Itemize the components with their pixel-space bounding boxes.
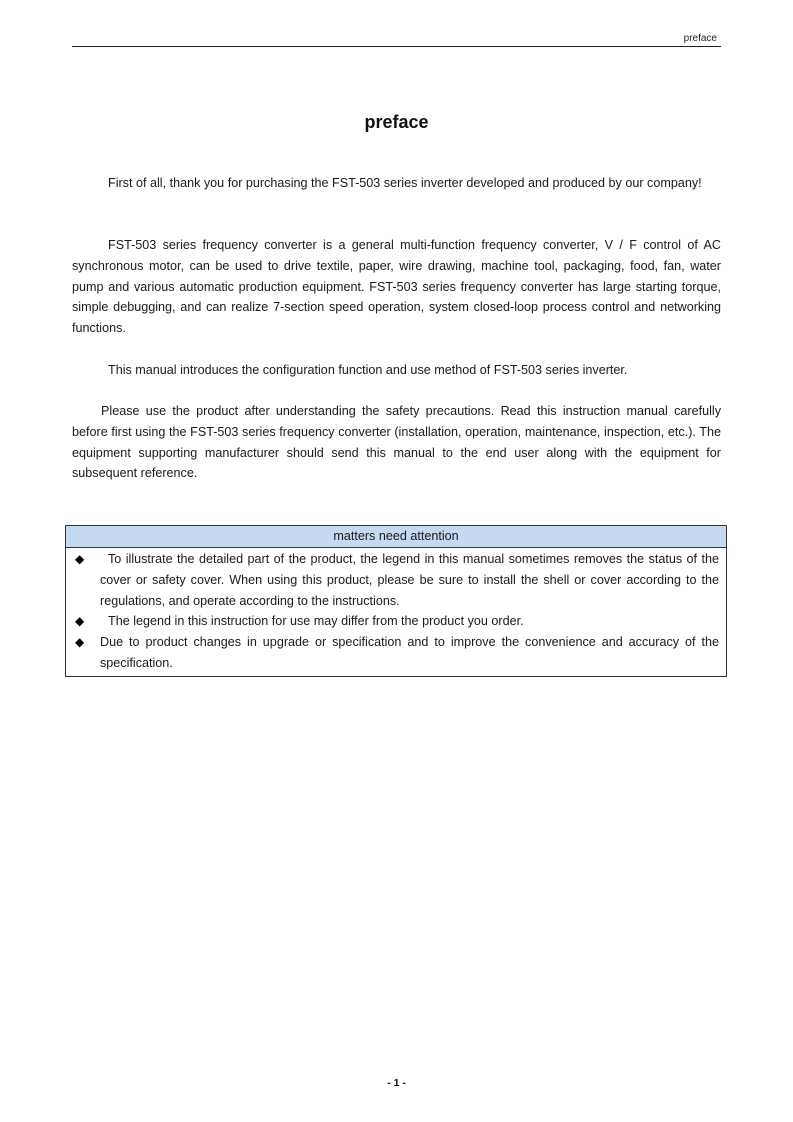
notice-item-text: Due to product changes in upgrade or specification and to improve the convenience and accuracy of the specification. [100, 635, 719, 670]
attention-notice-box [65, 525, 727, 677]
diamond-bullet-icon: ◆ [75, 552, 85, 566]
diamond-bullet-icon: ◆ [75, 635, 85, 650]
page-number: - 1 - [387, 1077, 406, 1089]
paragraph-safety-advice: Please use the product after understanding the safety precautions. Read this instruction manual carefully before first using the FST-503 series frequency converter (installation, operation, maintenance, inspection, etc.). The equipment supporting manufacturer should send this manual to the end user along with the equipment for subsequent reference. [72, 404, 721, 481]
running-header-label: preface [683, 33, 717, 44]
paragraph-manual-scope: This manual introduces the configuration function and use method of FST-503 series inverter. [108, 363, 628, 377]
notice-item [75, 611, 719, 632]
paragraph-thanks: First of all, thank you for purchasing the FST-503 series inverter developed and produced by our company! [108, 176, 702, 190]
header-divider [72, 46, 721, 47]
notice-item-text: The legend in this instruction for use may differ from the product you order. [108, 614, 524, 629]
notice-heading: matters need attention [66, 526, 726, 548]
diamond-bullet-icon: ◆ [75, 614, 85, 629]
paragraph-product-description: FST-503 series frequency converter is a general multi-function frequency converter, V / F control of AC synchronous motor, can be used to drive textile, paper, wire drawing, machine tool, packaging, food, fan, water pump and various automatic production equipment. FST-503 series frequency converter has large starting torque, simple debugging, and can realize 7-section speed operation, system closed-loop process control and networking functions. [72, 238, 721, 336]
notice-item [75, 549, 719, 611]
notice-list [66, 548, 726, 676]
notice-item-text: To illustrate the detailed part of the product, the legend in this manual sometimes removes the status of the cover or safety cover. When using this product, please be sure to install the shell or cover according to the regulations, and operate according to the instructions. [100, 552, 719, 608]
notice-item [75, 632, 719, 674]
page-title: preface [364, 112, 429, 132]
